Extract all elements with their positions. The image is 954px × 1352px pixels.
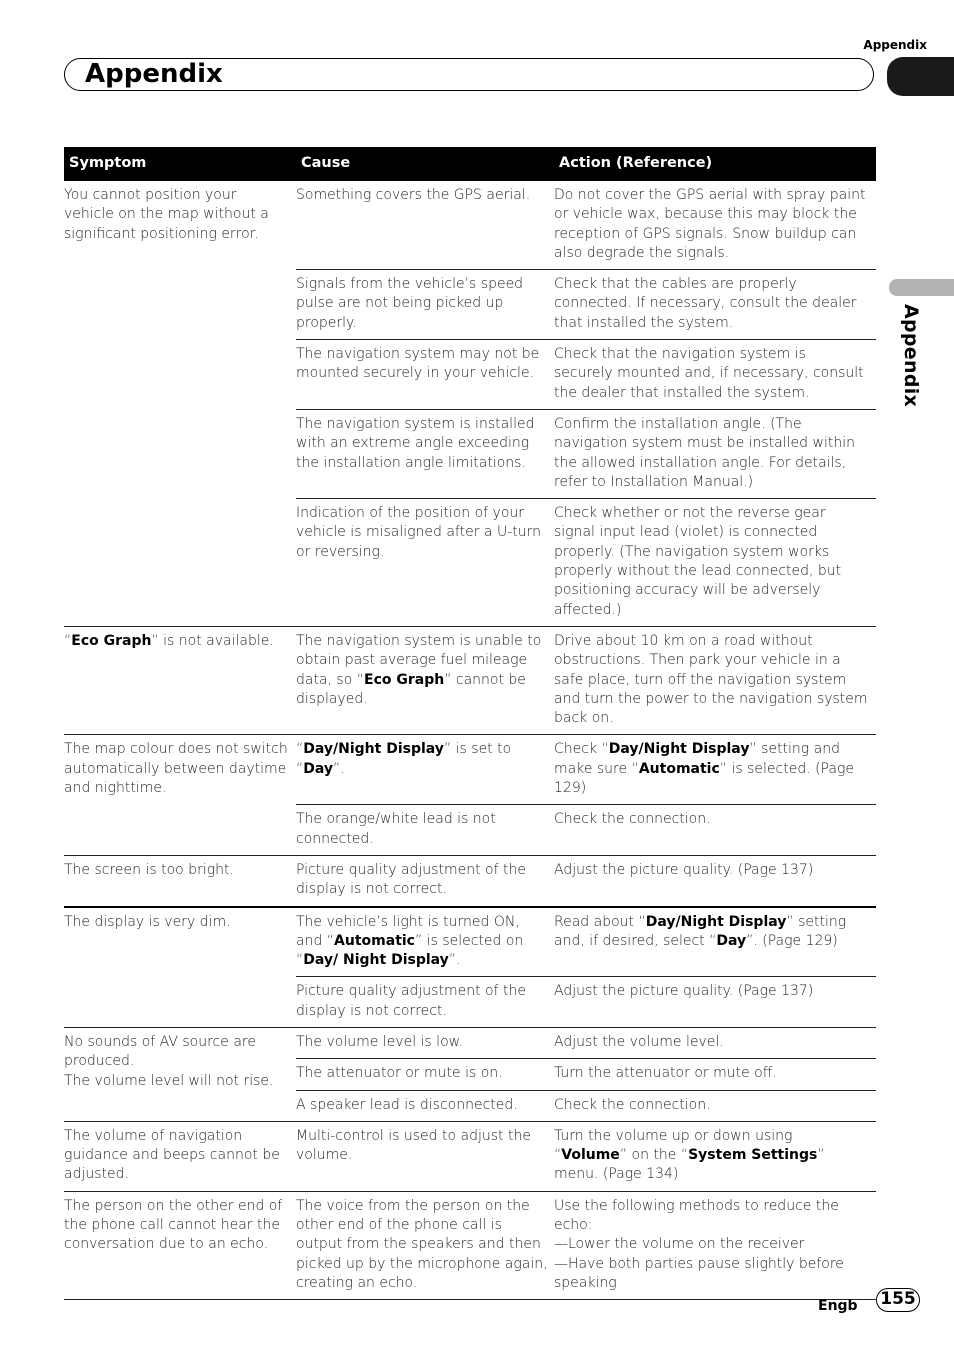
action-cell: Turn the volume up or down using “Volume” on the “System Settings” menu. (Page 134) bbox=[554, 1121, 876, 1191]
table-row bbox=[64, 626, 876, 734]
symptom-cell: The person on the other end of the phone call cannot hear the conversation due to an echo. bbox=[64, 1191, 296, 1299]
section-title-bar bbox=[64, 58, 874, 91]
cause-cell: The attenuator or mute is on. bbox=[296, 1059, 554, 1090]
page-title: Appendix bbox=[85, 59, 223, 89]
table-row bbox=[64, 181, 876, 270]
action-cell: Check that the cables are properly connected. If necessary, consult the dealer that installed the system. bbox=[554, 270, 876, 340]
cause-cell: Picture quality adjustment of the display is not correct. bbox=[296, 855, 554, 906]
cause-cell: The vehicle’s light is turned ON, and “Automatic” is selected on “Day/ Night Display”. bbox=[296, 907, 554, 977]
page-number: 155 bbox=[876, 1288, 920, 1312]
cause-cell: The navigation system is unable to obtain past average fuel mileage data, so “Eco Graph” cannot be displayed. bbox=[296, 626, 554, 734]
cause-cell: Indication of the position of your vehicle is misaligned after a U-turn or reversing. bbox=[296, 499, 554, 627]
cause-cell: The navigation system is installed with an extreme angle exceeding the installation angle limitations. bbox=[296, 409, 554, 498]
cause-cell: Signals from the vehicle’s speed pulse are not being picked up properly. bbox=[296, 270, 554, 340]
cause-cell: “Day/Night Display” is set to “Day”. bbox=[296, 735, 554, 805]
cause-cell: Picture quality adjustment of the display is not correct. bbox=[296, 977, 554, 1028]
action-cell: Turn the attenuator or mute off. bbox=[554, 1059, 876, 1090]
title-tab-block bbox=[887, 57, 954, 96]
action-cell: Use the following methods to reduce the echo: —Lower the volume on the receiver —Have both parties pause slightly before speaking bbox=[554, 1191, 876, 1299]
cause-cell: Multi-control is used to adjust the volume. bbox=[296, 1121, 554, 1191]
table-row bbox=[64, 1121, 876, 1191]
cause-cell: The voice from the person on the other end of the phone call is output from the speakers and then picked up by the microphone again, creating an echo. bbox=[296, 1191, 554, 1299]
table-row bbox=[64, 907, 876, 977]
action-cell: Check that the navigation system is securely mounted and, if necessary, consult the dealer that installed the system. bbox=[554, 340, 876, 410]
symptom-cell: The screen is too bright. bbox=[64, 855, 296, 906]
action-cell: Read about “Day/Night Display” setting and, if desired, select “Day”. (Page 129) bbox=[554, 907, 876, 977]
action-cell: Check “Day/Night Display” setting and make sure “Automatic” is selected. (Page 129) bbox=[554, 735, 876, 805]
cause-cell: The volume level is low. bbox=[296, 1027, 554, 1058]
side-tab-label: Appendix bbox=[900, 304, 922, 408]
table-row bbox=[64, 855, 876, 906]
running-head: Appendix bbox=[863, 38, 927, 52]
symptom-cell: No sounds of AV source are produced. The volume level will not rise. bbox=[64, 1027, 296, 1121]
symptom-cell: The map colour does not switch automatically between daytime and nighttime. bbox=[64, 735, 296, 855]
table-header-row bbox=[64, 147, 876, 181]
cause-cell: Something covers the GPS aerial. bbox=[296, 181, 554, 270]
column-header-symptom: Symptom bbox=[64, 147, 296, 181]
footer-language: Engb bbox=[818, 1298, 858, 1314]
troubleshooting-table bbox=[64, 147, 876, 1300]
symptom-cell: “Eco Graph” is not available. bbox=[64, 626, 296, 734]
symptom-cell: You cannot position your vehicle on the map without a significant positioning error. bbox=[64, 181, 296, 626]
side-tab-marker bbox=[889, 279, 954, 296]
action-cell: Adjust the volume level. bbox=[554, 1027, 876, 1058]
action-cell: Check whether or not the reverse gear signal input lead (violet) is connected properly. (The navigation system works properly without the lead connected, but positioning accuracy will be adversely affected.) bbox=[554, 499, 876, 627]
action-cell: Adjust the picture quality. (Page 137) bbox=[554, 977, 876, 1028]
action-cell: Do not cover the GPS aerial with spray paint or vehicle wax, because this may block the reception of GPS signals. Snow buildup can also degrade the signals. bbox=[554, 181, 876, 270]
symptom-cell: The volume of navigation guidance and beeps cannot be adjusted. bbox=[64, 1121, 296, 1191]
action-cell: Confirm the installation angle. (The navigation system must be installed within the allowed installation angle. For details, refer to Installation Manual.) bbox=[554, 409, 876, 498]
action-cell: Adjust the picture quality. (Page 137) bbox=[554, 855, 876, 906]
column-header-action: Action (Reference) bbox=[554, 147, 876, 181]
cause-cell: The orange/white lead is not connected. bbox=[296, 805, 554, 856]
cause-cell: The navigation system may not be mounted securely in your vehicle. bbox=[296, 340, 554, 410]
table-row bbox=[64, 1027, 876, 1058]
column-header-cause: Cause bbox=[296, 147, 554, 181]
table-row bbox=[64, 1191, 876, 1299]
table-row bbox=[64, 735, 876, 805]
action-cell: Check the connection. bbox=[554, 1090, 876, 1121]
symptom-cell: The display is very dim. bbox=[64, 907, 296, 1028]
action-cell: Drive about 10 km on a road without obstructions. Then park your vehicle in a safe place, turn off the navigation system and turn the power to the navigation system back on. bbox=[554, 626, 876, 734]
cause-cell: A speaker lead is disconnected. bbox=[296, 1090, 554, 1121]
action-cell: Check the connection. bbox=[554, 805, 876, 856]
